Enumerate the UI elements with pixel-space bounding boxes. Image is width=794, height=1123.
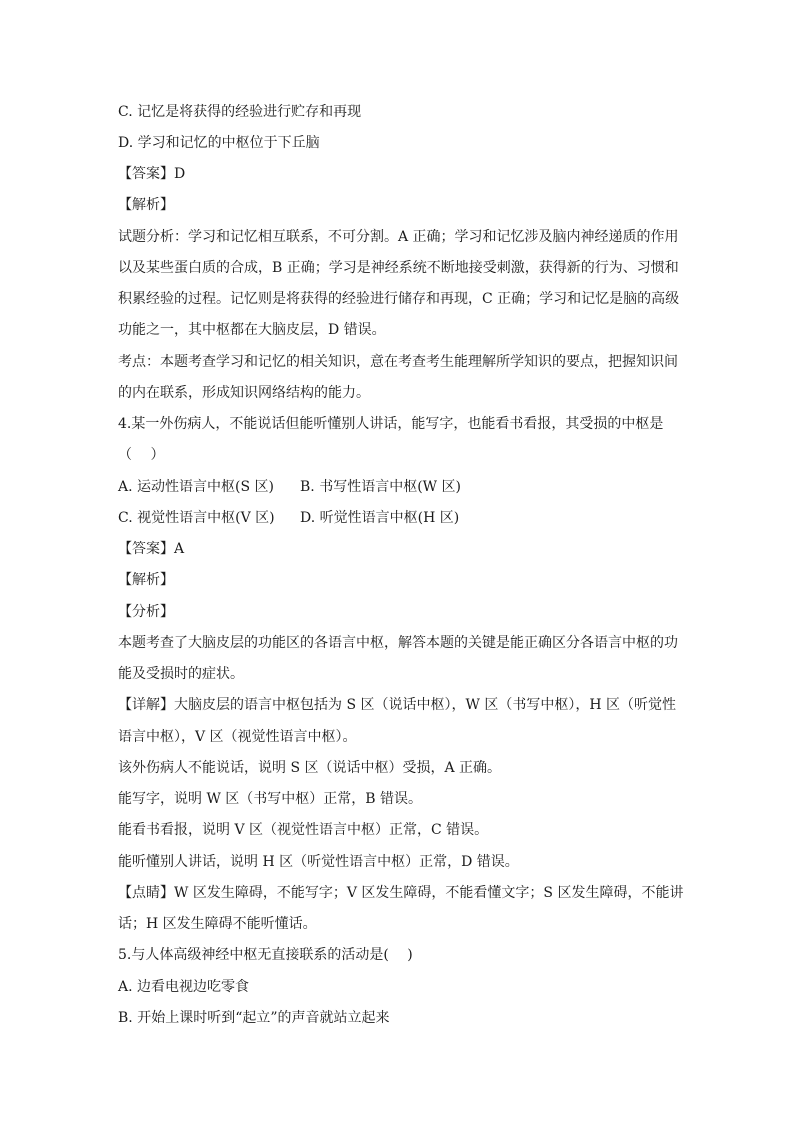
detail-paragraph-line: 能看书看报，说明 V 区（视觉性语言中枢）正常，C 错误。 [118, 822, 489, 838]
question-4-text: 4.某一外伤病人，不能说话但能听懂别人讲话，能写字，也能看书看报，其受损的中枢是 [118, 416, 664, 432]
detail-paragraph-line: 能听懂别人讲话，说明 H 区（听觉性语言中枢）正常，D 错误。 [118, 854, 519, 870]
answer-label: 【答案】A [118, 541, 185, 557]
detail-paragraph-line: 【详解】大脑皮层的语言中枢包括为 S 区（说话中枢），W 区（书写中枢），H 区（听觉性 [118, 697, 676, 713]
option-c-text: C. 记忆是将获得的经验进行贮存和再现 [118, 104, 362, 120]
option-b-text: B. 书写性语言中枢(W 区) [300, 479, 461, 495]
detail-paragraph-line: 该外伤病人不能说话，说明 S 区（说话中枢）受损，A 正确。 [118, 760, 502, 776]
option-d-text: D. 学习和记忆的中枢位于下丘脑 [118, 135, 320, 151]
detail-paragraph-line: 语言中枢），V 区（视觉性语言中枢）。 [118, 729, 357, 745]
analysis-heading: 【解析】 [118, 197, 174, 213]
analysis-paragraph-line: 功能之一，其中枢都在大脑皮层，D 错误。 [118, 322, 386, 338]
analysis-paragraph-line: 试题分析：学习和记忆相互联系，不可分割。A 正确；学习和记忆涉及脑内神经递质的作用 [118, 229, 679, 245]
knowledge-point-line: 考点：本题考查学习和记忆的相关知识，意在考查考生能理解所学知识的要点，把握知识间 [118, 354, 678, 370]
detail-paragraph-line: 能写字，说明 W 区（书写中枢）正常，B 错误。 [118, 791, 423, 807]
option-c-text: C. 视觉性语言中枢(V 区) [118, 510, 275, 526]
highlight-paragraph-line: 话；H 区发生障碍不能听懂话。 [118, 916, 317, 932]
analysis-paragraph-line: 能及受损时的症状。 [118, 666, 244, 682]
question-4-options-row [118, 477, 461, 497]
knowledge-point-line: 的内在联系，形成知识网络结构的能力。 [118, 385, 370, 401]
analysis-subheading: 【分析】 [118, 604, 174, 620]
option-d-text: D. 听觉性语言中枢(H 区) [300, 510, 460, 526]
answer-label: 【答案】D [118, 166, 186, 182]
analysis-paragraph-line: 积累经验的过程。记忆则是将获得的经验进行储存和再现，C 正确；学习和记忆是脑的高级 [118, 291, 680, 307]
question-5-text: 5.与人体高级神经中枢无直接联系的活动是( ) [118, 947, 413, 963]
analysis-paragraph-line: 本题考查了大脑皮层的功能区的各语言中枢，解答本题的关键是能正确区分各语言中枢的功 [118, 635, 678, 651]
question-4-options-row [118, 508, 459, 528]
question-5-option-b: B. 开始上课时听到“起立”的声音就站立起来 [118, 1010, 390, 1026]
analysis-heading: 【解析】 [118, 572, 174, 588]
highlight-paragraph-line: 【点睛】W 区发生障碍，不能写字；V 区发生障碍，不能看懂文字；S 区发生障碍，不能讲 [118, 885, 684, 901]
option-a-text: A. 运动性语言中枢(S 区) [118, 479, 274, 495]
analysis-paragraph-line: 以及某些蛋白质的合成，B 正确；学习是神经系统不断地接受刺激，获得新的行为、习惯和 [118, 260, 679, 276]
question-5-option-a: A. 边看电视边吃零食 [118, 979, 250, 995]
question-4-blank: （ ） [118, 447, 165, 463]
